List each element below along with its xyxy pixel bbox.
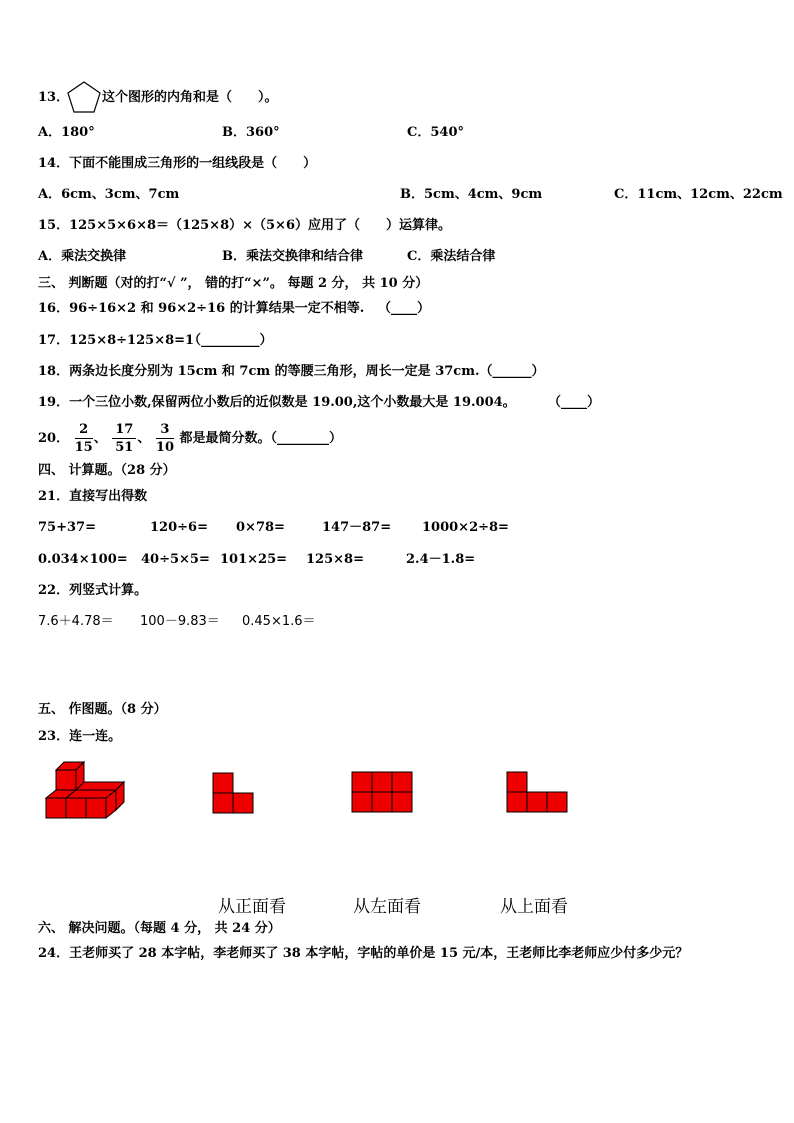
- q22-item-3: 0.45×1.6＝: [242, 614, 316, 629]
- q21-r1-c2: 120÷6=: [150, 520, 208, 535]
- q21-r1-c1: 75+37=: [38, 520, 96, 535]
- q18-text: 18．两条边长度分别为 15cm 和 7cm 的等腰三角形，周长一定是 37cm.（______）: [38, 364, 545, 379]
- q22-item-1: 7.6＋4.78＝: [38, 614, 114, 629]
- q13-number: 13．: [38, 90, 70, 105]
- q21-r1-c3: 0×78=: [236, 520, 285, 535]
- q14-option-b: B．5cm、4cm、9cm: [400, 187, 543, 202]
- q14-option-a: A．6cm、3cm、7cm: [38, 187, 180, 202]
- q21-r1-c4: 147－87=: [322, 520, 392, 535]
- fraction-1: $\frac{2}{15}$: [74, 421, 93, 455]
- q21-r2-c5: 2.4－1.8=: [406, 552, 476, 567]
- view-label-top: 从上面看: [500, 897, 568, 917]
- q15-option-c: C．乘法结合律: [407, 249, 496, 264]
- q20-text: 都是最简分数。（________）: [179, 431, 343, 446]
- q20-sep-2: 、: [137, 431, 151, 446]
- q24-text: 24．王老师买了 28 本字帖，李老师买了 38 本字帖，字帖的单价是 15 元/本，王老师比李老师应少付多少元？: [38, 946, 689, 961]
- fraction-2: $\frac{17}{51}$: [112, 423, 136, 455]
- q16-answer-blank[interactable]: （____）: [378, 301, 431, 316]
- q13-text: 这个图形的内角和是（ ）。: [102, 90, 278, 105]
- view-label-left: 从左面看: [353, 897, 421, 917]
- view-shape-grid: [351, 771, 414, 815]
- view-label-front: 从正面看: [218, 897, 286, 917]
- view-shape-long-l: [506, 771, 569, 815]
- q13-option-a: A．180°: [38, 125, 95, 140]
- q17-answer-blank[interactable]: （_________）: [188, 333, 273, 348]
- q19-text: 19．一个三位小数,保留两位小数后的近似数是 19.00,这个小数最大是 19.004。: [38, 395, 516, 410]
- section6-title: 六、 解决问题。（每题 4 分， 共 24 分）: [38, 921, 281, 936]
- q17-text: 17．125×8÷125×8=1: [38, 333, 195, 348]
- pentagon-icon: [66, 80, 102, 114]
- q13-option-c: C．540°: [407, 125, 464, 140]
- q21-r2-c2: 40÷5×5=: [141, 552, 210, 567]
- section4-title: 四、 计算题。（28 分）: [38, 463, 176, 478]
- q20-sep-1: 、: [93, 431, 107, 446]
- q16-text: 16．96÷16×2 和 96×2÷16 的计算结果一定不相等.: [38, 301, 365, 316]
- q21-r1-c5: 1000×2÷8=: [422, 520, 509, 535]
- q14-option-c: C．11cm、12cm、22cm: [614, 187, 783, 202]
- q21-r2-c3: 101×25=: [220, 552, 288, 567]
- q15-option-a: A．乘法交换律: [38, 249, 127, 264]
- q22-title: 22．列竖式计算。: [38, 583, 148, 598]
- q22-item-2: 100－9.83＝: [140, 614, 220, 629]
- q21-r2-c1: 0.034×100=: [38, 552, 128, 567]
- section5-title: 五、 作图题。（8 分）: [38, 702, 167, 717]
- section3-title: 三、 判断题（对的打“√ ”， 错的打“×”。 每题 2 分， 共 10 分）: [38, 276, 429, 291]
- fraction-3: $\frac{3}{10}$: [155, 421, 174, 455]
- q15-text: 15．125×5×6×8＝（125×8）×（5×6）应用了（ ）运算律。: [38, 218, 451, 233]
- q19-answer-blank[interactable]: （____）: [548, 395, 601, 410]
- q21-title: 21．直接写出得数: [38, 489, 148, 504]
- view-shape-l: [212, 772, 256, 816]
- q20-line: [38, 420, 342, 458]
- q20-number: 20．: [38, 431, 70, 446]
- q15-option-b: B．乘法交换律和结合律: [222, 249, 363, 264]
- q23-title: 23．连一连。: [38, 729, 122, 744]
- q14-text: 14．下面不能围成三角形的一组线段是（ ）: [38, 156, 317, 171]
- q13-option-b: B．360°: [222, 125, 280, 140]
- q21-r2-c4: 125×8=: [306, 552, 364, 567]
- cube-solid-figure: [44, 760, 128, 822]
